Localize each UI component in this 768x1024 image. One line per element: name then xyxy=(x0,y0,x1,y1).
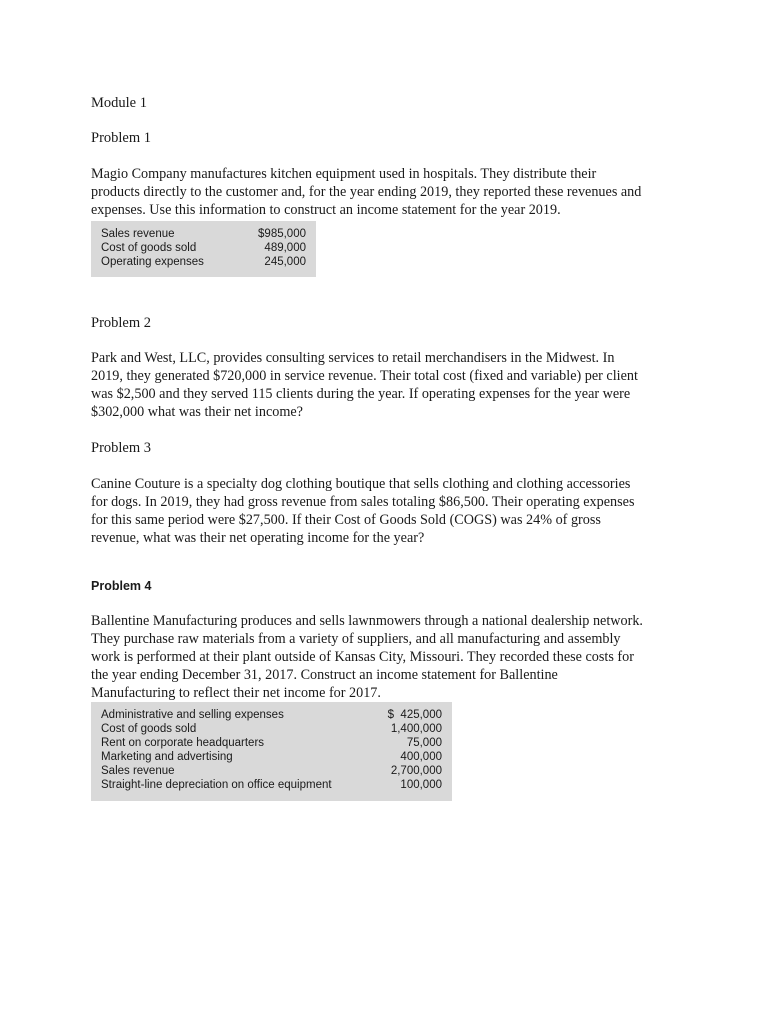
row-label: Sales revenue xyxy=(101,765,175,777)
problem3-text xyxy=(91,475,681,547)
problem3-heading: Problem 3 xyxy=(91,440,152,456)
problem4-heading: Problem 4 xyxy=(91,579,152,593)
problem3-line: Canine Couture is a specialty dog clothing boutique that sells clothing and clothing accessories xyxy=(91,476,631,492)
problem4-data-table xyxy=(91,702,452,801)
row-label: Operating expenses xyxy=(101,256,204,268)
problem2-line: 2019, they generated $720,000 in service revenue. Their total cost (fixed and variable) per client xyxy=(91,368,638,384)
problem2-line: Park and West, LLC, provides consulting services to retail merchandisers in the Midwest. In xyxy=(91,350,615,366)
problem1-text xyxy=(91,165,681,219)
row-value: 1,400,000 xyxy=(390,723,442,735)
problem1-heading: Problem 1 xyxy=(91,130,152,146)
problem3-line: for dogs. In 2019, they had gross revenue from sales totaling $86,500. Their operating expenses xyxy=(91,494,635,510)
table-row xyxy=(101,255,306,269)
table-row xyxy=(101,722,442,736)
problem4-line: the year ending December 31, 2017. Construct an income statement for Ballentine xyxy=(91,667,558,683)
row-value: $ 425,000 xyxy=(387,709,442,721)
problem1-line: expenses. Use this information to construct an income statement for the year 2019. xyxy=(91,202,561,218)
problem1-data-table xyxy=(91,221,316,277)
table-row xyxy=(101,764,442,778)
problem2-heading: Problem 2 xyxy=(91,315,152,331)
row-label: Cost of goods sold xyxy=(101,723,197,735)
table-row xyxy=(101,227,306,241)
row-label: Sales revenue xyxy=(101,228,175,240)
table-row xyxy=(101,736,442,750)
problem2-text xyxy=(91,349,681,421)
table-row xyxy=(101,241,306,255)
problem2-line: was $2,500 and they served 115 clients during the year. If operating expenses for the year were xyxy=(91,386,631,402)
row-label: Rent on corporate headquarters xyxy=(101,737,265,749)
row-value: 489,000 xyxy=(264,242,306,254)
row-value: $985,000 xyxy=(258,228,306,240)
table-row xyxy=(101,708,442,722)
problem4-line: work is performed at their plant outside of Kansas City, Missouri. They recorded these costs for xyxy=(91,649,634,665)
problem4-line: Ballentine Manufacturing produces and sells lawnmowers through a national dealership network. xyxy=(91,613,643,629)
row-value: 75,000 xyxy=(406,737,442,749)
module-title: Module 1 xyxy=(91,95,147,111)
table-row xyxy=(101,750,442,764)
problem4-text xyxy=(91,612,681,702)
row-value: 100,000 xyxy=(400,779,442,791)
row-value: 400,000 xyxy=(400,751,442,763)
row-label: Cost of goods sold xyxy=(101,242,197,254)
problem1-line: products directly to the customer and, for the year ending 2019, they reported these revenues and xyxy=(91,184,642,200)
row-label: Administrative and selling expenses xyxy=(101,709,284,721)
problem2-line: $302,000 what was their net income? xyxy=(91,404,303,420)
problem1-line: Magio Company manufactures kitchen equipment used in hospitals. They distribute their xyxy=(91,166,597,182)
table-row xyxy=(101,778,442,792)
problem3-line: revenue, what was their net operating income for the year? xyxy=(91,530,425,546)
problem3-line: for this same period were $27,500. If their Cost of Goods Sold (COGS) was 24% of gross xyxy=(91,512,601,528)
row-value: 2,700,000 xyxy=(390,765,442,777)
row-value: 245,000 xyxy=(264,256,306,268)
row-label: Straight-line depreciation on office equipment xyxy=(101,779,332,791)
row-label: Marketing and advertising xyxy=(101,751,233,763)
problem4-line: Manufacturing to reflect their net income for 2017. xyxy=(91,685,381,701)
problem4-line: They purchase raw materials from a variety of suppliers, and all manufacturing and assembly xyxy=(91,631,621,647)
